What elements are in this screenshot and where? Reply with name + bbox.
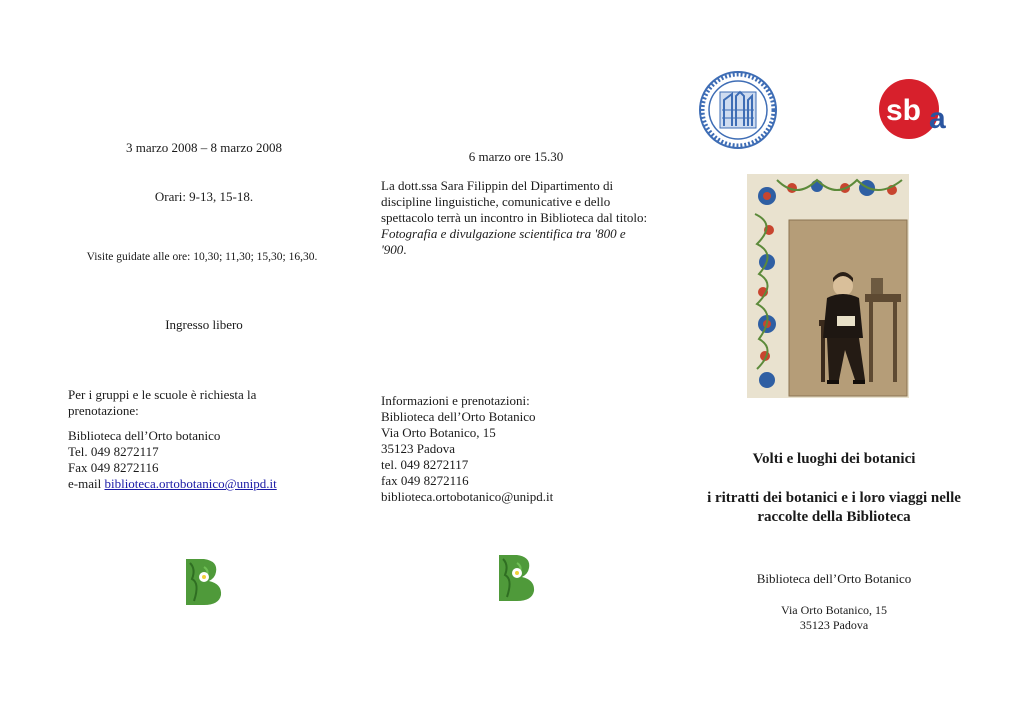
address-city: 35123 Padova	[799, 618, 869, 632]
address-street: Via Orto Botanico, 15	[781, 603, 887, 617]
address-block	[700, 603, 968, 633]
info-line: biblioteca.ortobotanico@unipd.it	[381, 489, 554, 504]
info-line: fax 049 8272116	[381, 473, 469, 488]
university-seal-logo	[698, 70, 778, 150]
exhibit-subtitle: i ritratti dei botanici e i loro viaggi nelle raccolte della Biblioteca	[707, 490, 961, 525]
email-line	[68, 476, 328, 492]
svg-text:sb: sb	[886, 94, 922, 127]
exhibit-dates: 3 marzo 2008 – 8 marzo 2008	[126, 140, 282, 155]
info-line: 35123 Padova	[381, 441, 456, 456]
botanist-portrait-image	[747, 174, 909, 398]
library-name: Biblioteca dell’Orto botanico	[68, 428, 221, 443]
email-link[interactable]: biblioteca.ortobotanico@unipd.it	[104, 476, 277, 491]
info-line: tel. 049 8272117	[381, 457, 469, 472]
info-block	[381, 393, 649, 505]
opening-hours: Orari: 9-13, 15-18.	[154, 189, 254, 204]
email-label: e-mail	[68, 476, 105, 491]
event-text: La dott.ssa Sara Filippin del Dipartimento di discipline linguistiche, comunicative e dello spettacolo terrà un incontro in Biblioteca dal titolo:	[381, 178, 648, 225]
guided-tours: Visite guidate alle ore: 10,30; 11,30; 15,30; 16,30.	[86, 251, 318, 263]
svg-text:a: a	[929, 102, 946, 135]
info-title: Informazioni e prenotazioni:	[381, 393, 530, 408]
phone: Tel. 049 8272117	[68, 444, 159, 459]
event-date: 6 marzo ore 15.30	[468, 149, 564, 164]
info-line: Biblioteca dell’Orto Botanico	[381, 409, 536, 424]
event-end: .	[403, 242, 407, 257]
event-description	[381, 178, 649, 258]
exhibit-title: Volti e luoghi dei botanici	[752, 451, 916, 467]
entry-note: Ingresso libero	[165, 317, 243, 332]
event-title: Fotografia e divulgazione scientifica tra '800 e '900	[381, 226, 626, 257]
library-b-logo	[182, 557, 224, 607]
library-b-logo	[495, 553, 537, 603]
library-name-footer: Biblioteca dell’Orto Botanico	[756, 571, 912, 586]
sba-logo	[876, 78, 958, 142]
groups-note: Per i gruppi e le scuole è richiesta la prenotazione:	[68, 387, 257, 418]
info-line: Via Orto Botanico, 15	[381, 425, 496, 440]
contact-block	[68, 428, 328, 492]
fax: Fax 049 8272116	[68, 460, 159, 475]
